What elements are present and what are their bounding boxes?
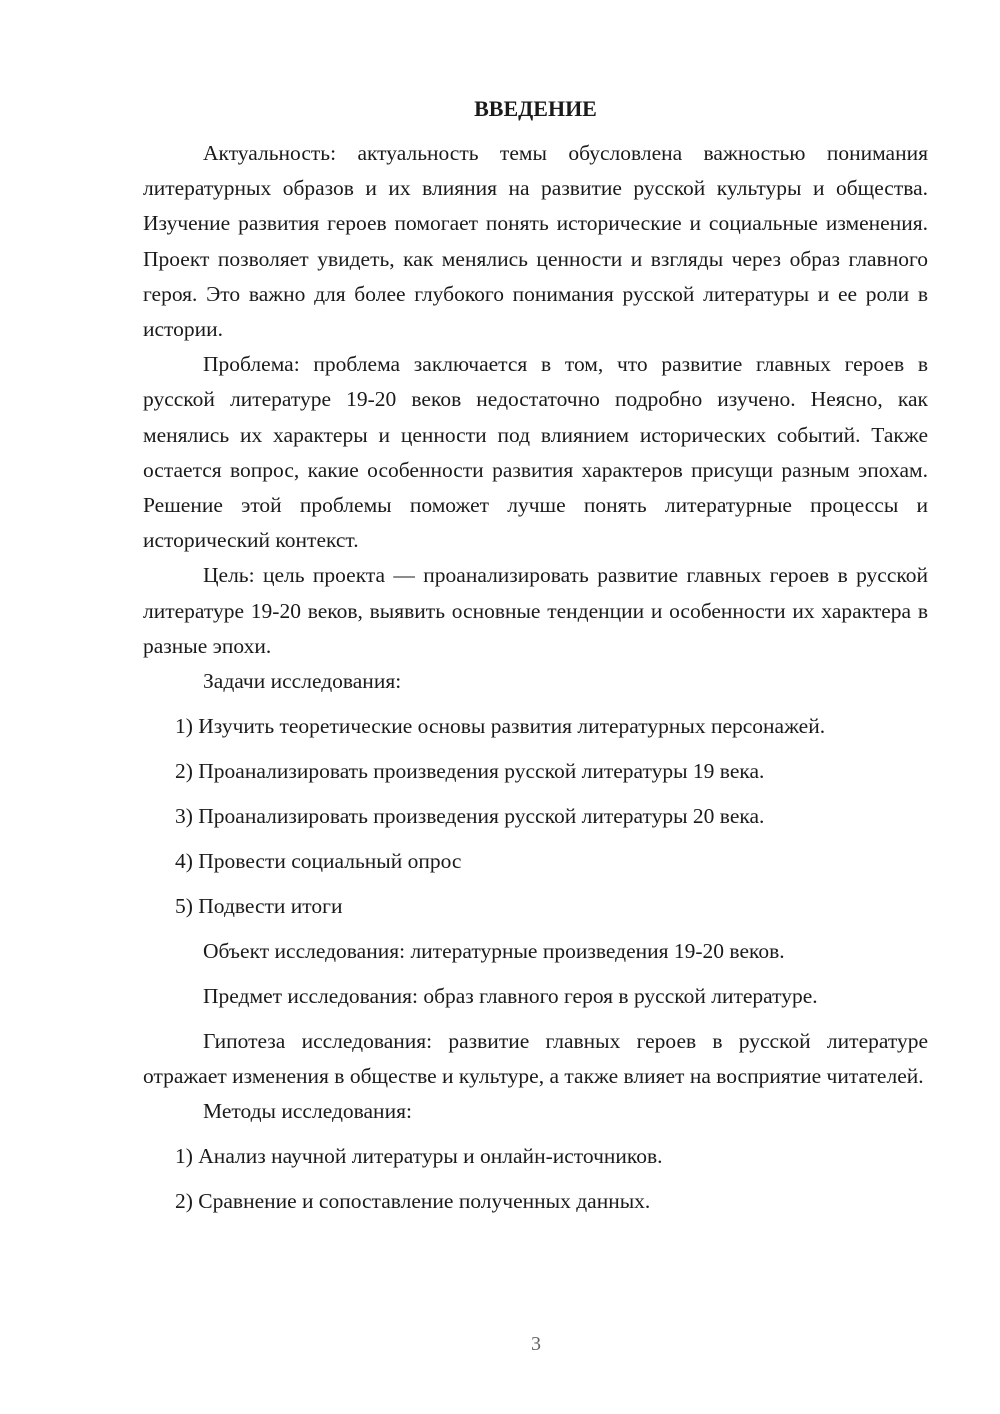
page-title: ВВЕДЕНИЕ (474, 96, 597, 121)
page-number: 3 (531, 1333, 541, 1355)
task-item: 4) Провести социальный опрос (175, 849, 462, 874)
methods-heading: Методы исследования: (203, 1099, 412, 1124)
task-item: 1) Изучить теоретические основы развития литературных персонажей. (175, 714, 826, 739)
hypothesis-paragraph: Гипотеза исследования: развитие главных героев в русской литературе отражает изменения в обществе и культуре, а также влияет на восприятие читателей. (143, 1029, 928, 1089)
task-item: 5) Подвести итоги (175, 894, 343, 919)
task-item: 2) Проанализировать произведения русской литературы 19 века. (175, 759, 765, 784)
problem-paragraph: Проблема: проблема заключается в том, что развитие главных героев в русской литературе 19-20 веков недостаточно подробно изучено. Неясно, как менялись их характеры и ценности под влиянием исторических событий. Также остается вопрос, какие особенности развития характеров присущи разным эпохам. Решение этой проблемы поможет лучше понять литературные процессы и исторический контекст. (143, 352, 928, 553)
method-item: 2) Сравнение и сопоставление полученных данных. (175, 1189, 651, 1214)
tasks-heading: Задачи исследования: (203, 669, 402, 694)
goal-paragraph: Цель: цель проекта — проанализировать развитие главных героев в русской литературе 19-20 веков, выявить основные тенденции и особенности их характера в разные эпохи. (143, 563, 928, 658)
page-content (143, 92, 928, 1229)
method-item: 1) Анализ научной литературы и онлайн-источников. (175, 1144, 663, 1169)
relevance-paragraph: Актуальность: актуальность темы обусловлена важностью понимания литературных образов и их влияния на развитие русской культуры и общества. Изучение развития героев помогает понять исторические и социальные изменения. Проект позволяет увидеть, как менялись ценности и взгляды через образ главного героя. Это важно для более глубокого понимания русской литературы и ее роли в истории. (143, 141, 928, 342)
subject-line: Предмет исследования: образ главного героя в русской литературе. (203, 984, 818, 1009)
object-line: Объект исследования: литературные произведения 19-20 веков. (203, 939, 785, 964)
task-item: 3) Проанализировать произведения русской литературы 20 века. (175, 804, 765, 829)
